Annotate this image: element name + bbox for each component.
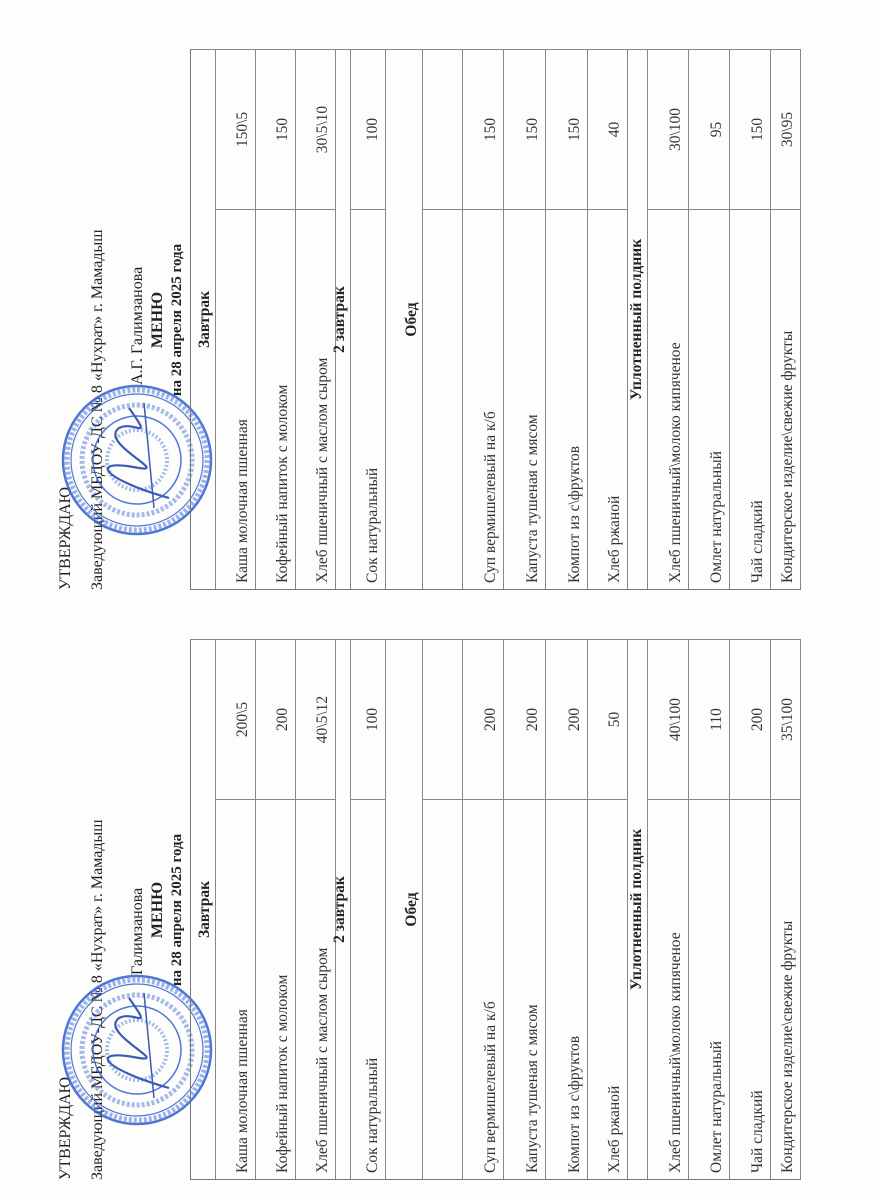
table-row — [256, 639, 296, 1179]
table-row — [216, 639, 256, 1179]
portion-value: 100 — [351, 49, 385, 209]
portion-value: 150 — [256, 49, 295, 209]
section-row — [331, 639, 351, 1179]
dish-name: Компот из с\фруктов — [546, 799, 587, 1179]
menu-bottom — [55, 605, 805, 1190]
table-row — [648, 49, 689, 589]
approval-label: УТВЕРЖДАЮ — [57, 1076, 74, 1180]
dish-name: Кондитерское изделие\свежие фрукты — [771, 799, 800, 1179]
portion-value: 200 — [256, 639, 295, 799]
dish-name: Сок натуральный — [351, 799, 385, 1179]
section-row — [386, 639, 423, 1179]
menu-title: МЕНЮ — [149, 881, 166, 939]
portion-value: 150 — [463, 49, 503, 209]
dish-name: Капуста тушеная с мясом — [504, 799, 545, 1179]
table-row — [730, 639, 771, 1179]
table-row — [504, 639, 546, 1179]
portion-value: 200 — [730, 639, 770, 799]
portion-value: 40 — [588, 49, 627, 209]
dish-name: Чай сладкий — [730, 209, 770, 589]
dish-name — [423, 209, 462, 589]
table-row — [463, 639, 504, 1179]
portion-value: 30\100 — [648, 49, 688, 209]
section-label: 2 завтрак — [336, 639, 350, 1179]
portion-value: 30\5\10 — [296, 49, 335, 209]
menu-table — [190, 49, 801, 590]
table-row — [504, 49, 546, 589]
portion-value — [423, 639, 462, 799]
dish-name — [423, 799, 462, 1179]
portion-value: 30\95 — [771, 49, 800, 209]
table-row — [588, 49, 628, 589]
head-position: Заведующий МБДОУ-ДС № 8 «Нухрат» г. Мамадыш — [89, 819, 106, 1180]
portion-value: 40\5\12 — [296, 639, 335, 799]
section-label: Завтрак — [191, 49, 215, 589]
section-row — [191, 49, 216, 589]
approval-label: УТВЕРЖДАЮ — [57, 486, 74, 590]
signer-name: А.Г. Галимзанова — [129, 266, 146, 385]
signer-name: Галимзанова — [129, 887, 146, 975]
table-row — [546, 49, 588, 589]
portion-value: 150 — [730, 49, 770, 209]
section-label: Обед — [386, 49, 422, 589]
table-row — [256, 49, 296, 589]
dish-name: Суп вермишелевый на к/б — [463, 799, 503, 1179]
section-row — [331, 49, 351, 589]
menu-date: на 28 апреля 2025 года — [169, 243, 185, 397]
section-label: Уплотненный полдник — [628, 639, 647, 1179]
portion-value — [423, 49, 462, 209]
menu-table — [190, 639, 801, 1180]
table-row — [296, 49, 336, 589]
dish-name: Хлеб ржаной — [588, 799, 627, 1179]
portion-value: 50 — [588, 639, 627, 799]
table-row — [296, 639, 336, 1179]
table-row — [423, 49, 463, 589]
section-label: Завтрак — [191, 639, 215, 1179]
portion-value: 150 — [546, 49, 587, 209]
portion-value: 200 — [546, 639, 587, 799]
table-row — [546, 639, 588, 1179]
dish-name: Хлеб пшеничный\молоко кипяченое — [648, 209, 688, 589]
table-row — [588, 639, 628, 1179]
table-row — [463, 49, 504, 589]
table-row — [648, 639, 689, 1179]
portion-value: 95 — [689, 49, 729, 209]
section-row — [628, 49, 648, 589]
table-row — [423, 639, 463, 1179]
menu-top — [55, 15, 805, 600]
menu-title: МЕНЮ — [149, 291, 166, 349]
dish-name: Чай сладкий — [730, 799, 770, 1179]
menu-date: на 28 апреля 2025 года — [169, 833, 185, 987]
dish-name: Каша молочная пшенная — [216, 799, 255, 1179]
dish-name: Компот из с\фруктов — [546, 209, 587, 589]
dish-name: Сок натуральный — [351, 209, 385, 589]
table-row — [771, 49, 801, 589]
section-label: Обед — [386, 639, 422, 1179]
portion-value: 40\100 — [648, 639, 688, 799]
table-row — [216, 49, 256, 589]
dish-name: Хлеб ржаной — [588, 209, 627, 589]
section-label: Уплотненный полдник — [628, 49, 647, 589]
portion-value: 200 — [504, 639, 545, 799]
portion-value: 35\100 — [771, 639, 800, 799]
table-row — [771, 639, 801, 1179]
section-row — [628, 639, 648, 1179]
dish-name: Омлет натуральный — [689, 209, 729, 589]
section-label: 2 завтрак — [336, 49, 350, 589]
section-row — [191, 639, 216, 1179]
dish-name: Хлеб пшеничный с маслом сыром — [296, 209, 335, 589]
portion-value: 200\5 — [216, 639, 255, 799]
portion-value: 100 — [351, 639, 385, 799]
table-row — [351, 49, 386, 589]
section-row — [386, 49, 423, 589]
table-row — [689, 49, 730, 589]
dish-name: Кондитерское изделие\свежие фрукты — [771, 209, 800, 589]
table-row — [351, 639, 386, 1179]
portion-value: 110 — [689, 639, 729, 799]
portion-value: 150 — [504, 49, 545, 209]
dish-name: Суп вермишелевый на к/б — [463, 209, 503, 589]
dish-name: Капуста тушеная с мясом — [504, 209, 545, 589]
dish-name: Хлеб пшеничный\молоко кипяченое — [648, 799, 688, 1179]
dish-name: Хлеб пшеничный с маслом сыром — [296, 799, 335, 1179]
table-row — [730, 49, 771, 589]
dish-name: Кофейный напиток с молоком — [256, 799, 295, 1179]
portion-value: 200 — [463, 639, 503, 799]
dish-name: Каша молочная пшенная — [216, 209, 255, 589]
dish-name: Кофейный напиток с молоком — [256, 209, 295, 589]
head-position: Заведующий МБДОУ-ДС № 8 «Нухрат» г. Мамадыш — [89, 229, 106, 590]
portion-value: 150\5 — [216, 49, 255, 209]
dish-name: Омлет натуральный — [689, 799, 729, 1179]
table-row — [689, 639, 730, 1179]
